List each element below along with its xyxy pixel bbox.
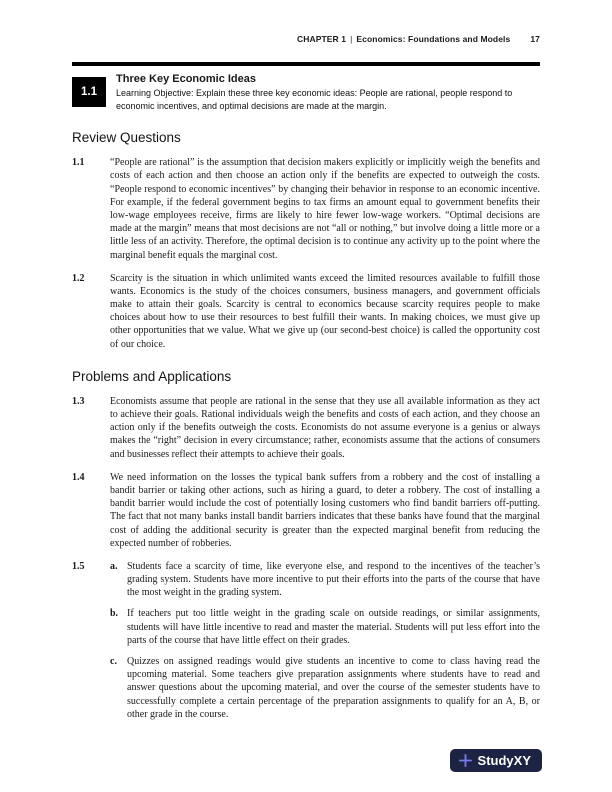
plus-icon [459, 754, 472, 767]
chapter-title: Economics: Foundations and Models [356, 34, 511, 44]
question-number: 1.1 [72, 157, 85, 169]
question-text: We need information on the losses the typical bank suffers from a robbery and the cost of installing a bandit barrier or taking other actions, such as hiring a guard, to deter a robbery. The cost of installing a bandit barrier would include the cost of potentially losing customers who find bandit barriers off-putting. The fact that not many banks install bandit barriers indicates that these banks have found that the marginal cost of adding the additional security is greater than the expected marginal benefit from reducing the expected number of robberies. [110, 471, 540, 549]
section-number-badge: 1.1 [72, 77, 106, 107]
learning-objective-content [116, 73, 540, 112]
question-row [72, 156, 540, 262]
sub-answer-row [110, 560, 540, 600]
learning-objective-text: Learning Objective: Explain these three key economic ideas: People are rational, people respond to economic incentives, and optimal decisions are made at the margin. [116, 88, 513, 111]
question-text: “People are rational” is the assumption that decision makers explicitly or implicitly weigh the benefits and costs of each action and then choose an action only if the benefits are expected to outweigh the costs. “People respond to economic incentives” by changing their behavior in response to an economic incentive. For example, if the federal government begins to tax firms an amount equal to government benefits their low-wage employees receive, firms are likely to hire fewer low-wage workers. “Optimal decisions are made at the margin” means that most decisions are not “all or nothing,” but involve doing a little more or a little less of an activity. Therefore, the optimal decision is to continue any activity up to the point where the marginal benefit equals the marginal cost. [110, 157, 540, 261]
question-text: Economists assume that people are rational in the sense that they use all available information as they act to achieve their goals. Rational individuals weigh the benefits and costs of each action, and they choose an action only if the benefits outweigh the costs. Economists do not assume everyone is a genius or always makes the “right” decision in every circumstance; rather, economists assume that the actions of consumers and businesses reflect their attempts to achieve their goals. [110, 395, 540, 460]
question-row [72, 395, 540, 461]
chapter-label: CHAPTER 1 [297, 34, 347, 44]
question-number: 1.2 [72, 272, 85, 284]
sub-answer-text: Students face a scarcity of time, like everyone else, and respond to the incentives of the teacher’s grading system. Students have more incentive to put their efforts into the parts of the course that have the most weight in the grading system. [127, 560, 540, 599]
question-number: 1.4 [72, 471, 85, 483]
learning-objective-box [72, 62, 540, 112]
question-row [72, 560, 540, 721]
brand-name: StudyXY [477, 753, 531, 768]
page-number: 17 [530, 34, 540, 44]
question-text: Scarcity is the situation in which unlimited wants exceed the limited resources available to fulfill those wants. Economics is the study of the choices consumers, business managers, and government officials make to attain their goals. Scarcity is central to economics because scarcity requires people to make choices about how to use their resources to best fulfill their wants. In making choices, we must give up other opportunities that we value. What we give up (our second-best choice) is called the opportunity cost of our choice. [110, 272, 540, 350]
sub-answer-row [110, 607, 540, 647]
sub-answer-text: If teachers put too little weight in the grading scale on outside readings, or similar assignments, students will have little incentive to read and master the material. Students will put less effort into the parts of the course that have little effect on their grades. [127, 608, 540, 646]
question-number: 1.5 [72, 560, 85, 572]
sub-answer-text: Quizzes on assigned readings would give students an incentive to come to class having read the upcoming material. Some teachers give preparation assignments where students have to read and answer questions about the upcoming material, and over the course of the semester students have to successfully complete a certain percentage of the preparation assignments to qualify for an A, B, or other grade in the course. [127, 656, 540, 720]
question-number: 1.3 [72, 395, 85, 407]
header-divider: | [350, 34, 353, 44]
question-row [72, 471, 540, 550]
running-head [72, 34, 540, 44]
sub-answer-label: a. [110, 560, 118, 572]
review-questions-heading: Review Questions [72, 130, 181, 146]
question-row [72, 272, 540, 351]
brand-badge [450, 749, 542, 772]
sub-answer-label: b. [110, 608, 119, 620]
sub-answer-label: c. [110, 656, 117, 667]
problems-applications-heading: Problems and Applications [72, 368, 232, 384]
section-title: Three Key Economic Ideas [116, 73, 256, 85]
sub-answer-row [110, 655, 540, 721]
